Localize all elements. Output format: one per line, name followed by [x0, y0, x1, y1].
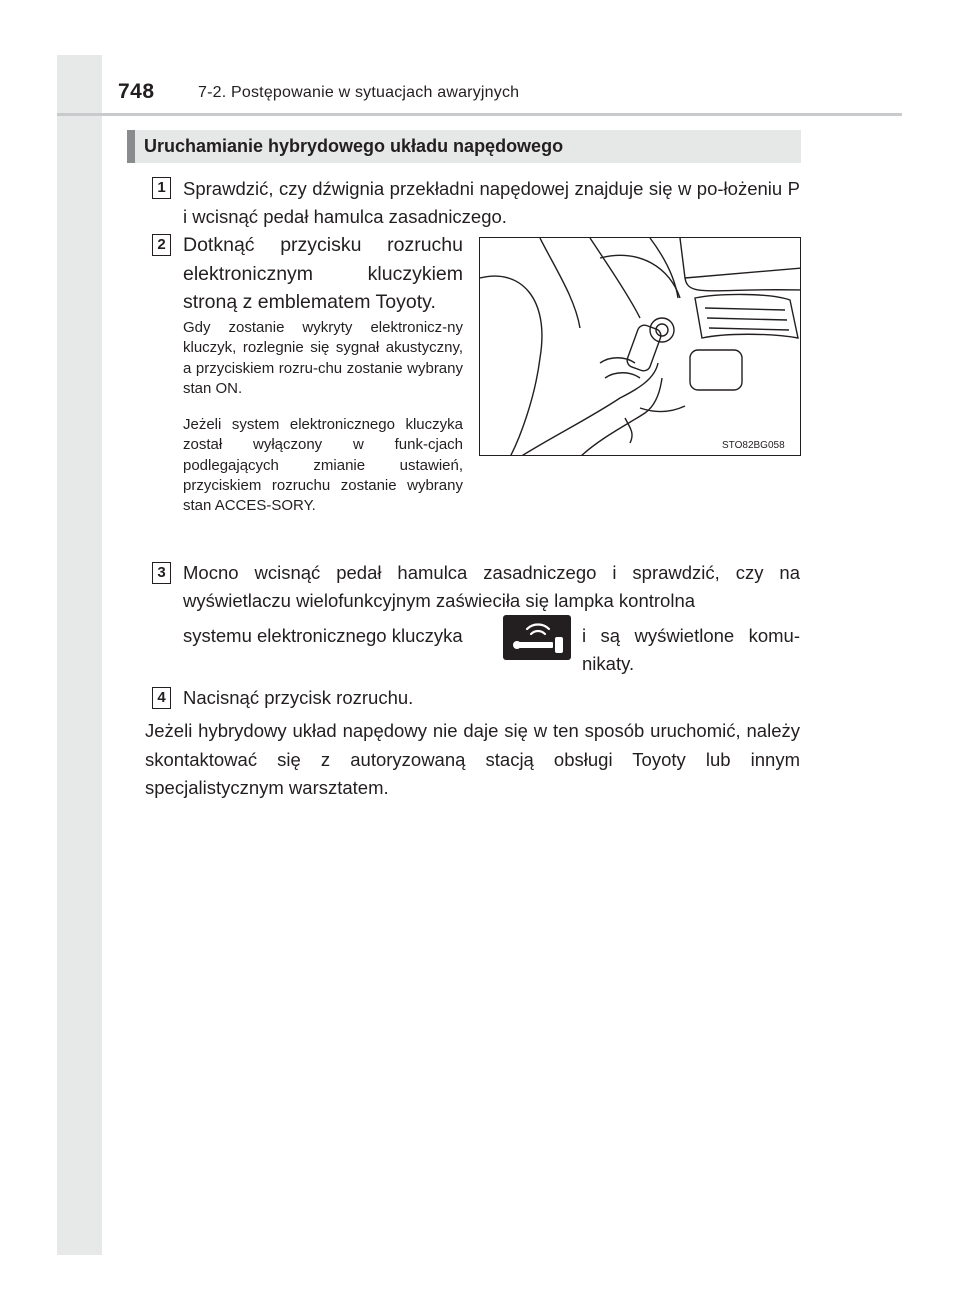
section-header: [127, 130, 801, 163]
start-button-illustration: [479, 237, 801, 456]
section-accent: [127, 130, 135, 163]
step-2-note-2: Jeżeli system elektronicznego kluczyka został wyłączony w funk-cjach podlegających zmianie ustawień, przyciskiem rozruchu zostanie wybrany stan ACCES-SORY.: [183, 416, 463, 515]
step-3-text-c: i są wyświetlone komu-nikaty.: [582, 625, 800, 674]
step-3-text-a: Mocno wcisnąć pedał hamulca zasadniczego i sprawdzić, czy na wyświetlaczu wielofunkcyjnym zaświeciła się lampka kontrolna: [183, 562, 800, 611]
step-1-text: Sprawdzić, czy dźwignia przekładni napędowej znajduje się w po-łożeniu P i wcisnąć pedał hamulca zasadniczego.: [183, 178, 800, 227]
step-3-text-b: systemu elektronicznego kluczyka: [183, 625, 463, 646]
step-3-text-c1: [582, 622, 800, 677]
step-4-text: Nacisnąć przycisk rozruchu.: [183, 687, 414, 708]
figure-code: STO82BG058: [722, 440, 785, 451]
key-touch-start-button-icon: [480, 238, 801, 456]
header-divider: [57, 113, 902, 116]
section-title: Uruchamianie hybrydowego układu napędowego: [144, 136, 564, 156]
smart-key-indicator-icon: [503, 615, 571, 660]
page-margin-band: [57, 55, 102, 1255]
step-number-1: 1: [152, 177, 171, 199]
step-2-note-1: Gdy zostanie wykryty elektronicz-ny kluczyk, rozlegnie się sygnał akustyczny, a przyciskiem rozru-chu zostanie wybrany stan ON.: [183, 319, 463, 397]
closing-paragraph: Jeżeli hybrydowy układ napędowy nie daje się w ten sposób uruchomić, należy skontaktować się z autoryzowaną stacją obsługi Toyoty lub innym specjalistycznym warsztatem.: [145, 720, 800, 798]
step-number-4: 4: [152, 687, 171, 709]
chapter-title: 7-2. Postępowanie w sytuacjach awaryjnych: [198, 84, 520, 101]
page-number: 748: [118, 80, 155, 103]
step-2-text: Dotknąć przycisku rozruchu elektronicznym kluczykiem stroną z emblematem Toyoty.: [183, 234, 463, 313]
step-number-3: 3: [152, 562, 171, 584]
step-number-2: 2: [152, 234, 171, 256]
